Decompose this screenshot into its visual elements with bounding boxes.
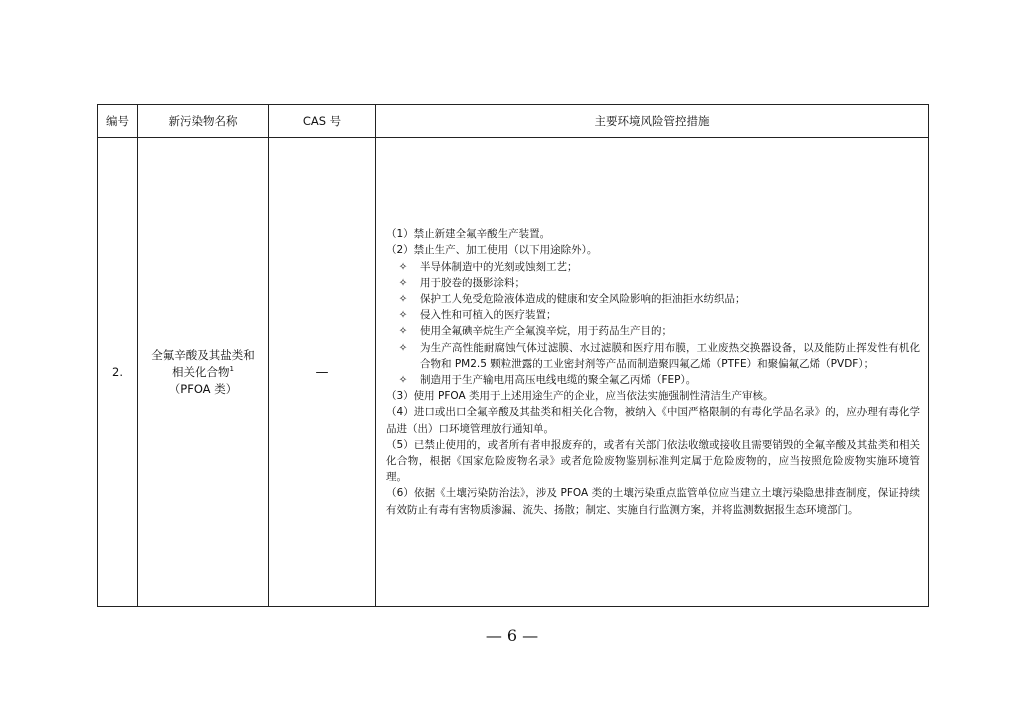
exemption-text: 为生产高性能耐腐蚀气体过滤膜、水过滤膜和医疗用布膜，工业废热交换器设备，以及能防止挥发性有机化合物和 PM2.5 颗粒泄露的工业密封剂等产品而制造聚四氟乙烯（PTFE）和聚偏氟乙烯（PVDF）；: [420, 341, 920, 370]
measure-item-6: （6）依据《土壤污染防治法》，涉及 PFOA 类的土壤污染重点监管单位应当建立土壤污染隐患排查制度，保证持续有效防止有毒有害物质渗漏、流失、扬散；制定、实施自行监测方案，并将监测数据报生态环境部门。: [386, 487, 920, 516]
exemption-text: 侵入性和可植入的医疗装置；: [420, 309, 557, 322]
exemption-item: [386, 291, 920, 307]
header-pollutant-name: 新污染物名称: [138, 105, 269, 138]
header-control-measures: 主要环境风险管控措施: [376, 105, 929, 138]
exemption-text: 半导体制造中的光刻或蚀刻工艺；: [420, 260, 578, 273]
measure-item-5: （5）已禁止使用的，或者所有者申报废弃的，或者有关部门依法收缴或接收且需要销毁的全氟辛酸及其盐类和相关化合物，根据《国家危险废物名录》或者危险废物鉴别标准判定属于危险废物的，应当按照危险废物实施环境管理。: [386, 438, 920, 484]
diamond-bullet-icon: ✧: [398, 325, 408, 338]
exemption-item: [386, 372, 920, 388]
measure-item-3: （3）使用 PFOA 类用于上述用途生产的企业，应当依法实施强制性清洁生产审核。: [386, 390, 774, 403]
exemption-item: [386, 307, 920, 323]
exemption-item: [386, 323, 920, 339]
footnote-marker: 1: [229, 364, 234, 373]
pollutant-name-line2: [138, 364, 268, 381]
diamond-bullet-icon: ✧: [398, 309, 408, 322]
table-header-row: [98, 105, 929, 138]
exemption-text: 使用全氟碘辛烷生产全氟溴辛烷，用于药品生产目的；: [420, 325, 672, 338]
table-row: [98, 138, 929, 607]
diamond-bullet-icon: ✧: [398, 292, 408, 305]
pollutant-name-line2-text: 相关化合物: [172, 364, 230, 379]
exemption-item: [386, 259, 920, 275]
exemption-text: 保护工人免受危险液体造成的健康和安全风险影响的拒油拒水纺织品；: [420, 292, 746, 305]
pollutant-name-line3: （PFOA 类）: [168, 381, 238, 396]
header-number: 编号: [98, 105, 138, 138]
measure-item-4: （4）进口或出口全氟辛酸及其盐类和相关化合物，被纳入《中国严格限制的有毒化学品名录》的，应办理有毒化学品进（出）口环境管理放行通知单。: [386, 406, 920, 435]
exemption-text: 用于胶卷的摄影涂料；: [420, 276, 525, 289]
exemption-item: [386, 340, 920, 372]
cas-number-cell: —: [269, 138, 376, 607]
measures-list: [386, 226, 920, 518]
exemption-text: 制造用于生产输电用高压电线电缆的聚全氟乙丙烯（FEP）。: [420, 374, 697, 386]
diamond-bullet-icon: ✧: [398, 260, 408, 273]
row-number: 2.: [98, 138, 138, 607]
exemption-item: [386, 275, 920, 291]
measure-item-2: （2）禁止生产、加工使用（以下用途除外）。: [386, 244, 598, 257]
measure-item-1: （1）禁止新建全氟辛酸生产装置。: [386, 228, 551, 241]
header-cas-number: CAS 号: [269, 105, 376, 138]
diamond-bullet-icon: ✧: [398, 276, 408, 289]
control-measures-cell: [376, 138, 929, 607]
pollutant-name-cell: [138, 138, 269, 607]
risk-control-table: [97, 104, 929, 607]
page-number: — 6 —: [485, 626, 539, 645]
diamond-bullet-icon: ✧: [398, 341, 408, 354]
diamond-bullet-icon: ✧: [398, 374, 408, 386]
pollutant-name-line1: 全氟辛酸及其盐类和: [151, 347, 255, 362]
